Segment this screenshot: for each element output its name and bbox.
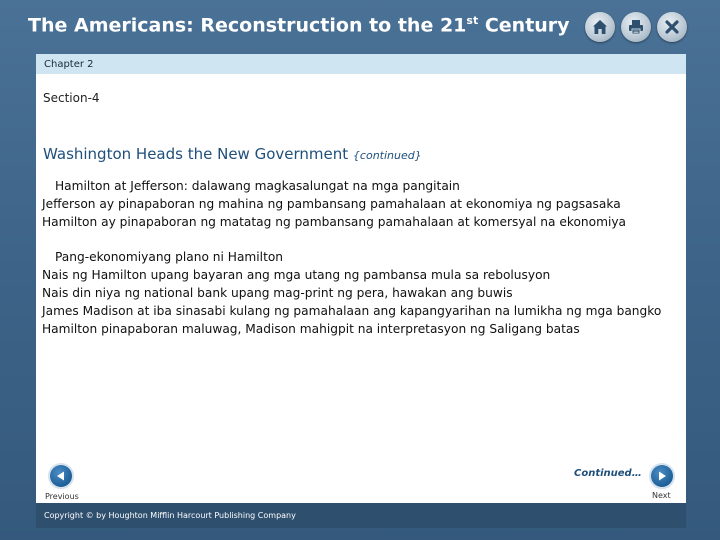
paragraph-economic-plan: [42, 248, 672, 338]
title-end: Century: [478, 14, 570, 37]
home-icon: [591, 18, 609, 36]
app-title: [28, 14, 570, 36]
chapter-bar: [36, 54, 686, 74]
previous-button[interactable]: [50, 465, 72, 487]
arrow-right-icon: [651, 465, 673, 487]
previous-label[interactable]: Previous: [45, 492, 79, 501]
chapter-label: Chapter 2: [44, 59, 94, 70]
next-label[interactable]: Next: [652, 491, 671, 500]
heading-text: Washington Heads the New Government: [43, 145, 349, 163]
print-button[interactable]: [621, 12, 651, 42]
title-main: The Americans: Reconstruction to the 21: [28, 14, 467, 37]
para1-line: Hamilton at Jefferson: dalawang magkasalungat na mga pangitain: [55, 179, 460, 193]
para2-line: Pang-ekonomiyang plano ni Hamilton: [55, 250, 284, 264]
close-icon: [663, 18, 681, 36]
para2-line: Hamilton pinapaboran maluwag, Madison mahigpit na interpretasyon ng Saligang batas: [42, 322, 580, 336]
footer-bar: [36, 503, 686, 528]
title-superscript: st: [466, 14, 479, 27]
para1-line: Hamilton ay pinapaboran ng matatag ng pambansang pamahalaan at komersyal na ekonomiya: [42, 215, 627, 229]
next-button[interactable]: [651, 465, 673, 487]
slide-heading: [43, 145, 422, 163]
paragraph-hamilton-jefferson: [42, 177, 672, 231]
arrow-left-icon: [50, 465, 72, 487]
para2-line: Nais ng Hamilton upang bayaran ang mga utang ng pambansa mula sa rebolusyon: [42, 268, 551, 282]
para2-line: Nais din niya ng national bank upang mag-print ng pera, hawakan ang buwis: [42, 286, 513, 300]
para1-line: Jefferson ay pinapaboran ng mahina ng pambansang pamahalaan at ekonomiya ng pagsasaka: [42, 197, 621, 211]
continued-label: Continued…: [574, 468, 642, 479]
home-button[interactable]: [585, 12, 615, 42]
content-panel: [36, 54, 686, 528]
close-button[interactable]: [657, 12, 687, 42]
section-label: Section-4: [43, 91, 100, 105]
para2-line: James Madison at iba sinasabi kulang ng pamahalaan ang kapangyarihan na lumikha ng mga bangko: [42, 304, 662, 318]
heading-suffix: {continued}: [352, 149, 422, 162]
print-icon: [627, 18, 645, 36]
copyright-text: Copyright © by Houghton Mifflin Harcourt Publishing Company: [44, 511, 296, 520]
